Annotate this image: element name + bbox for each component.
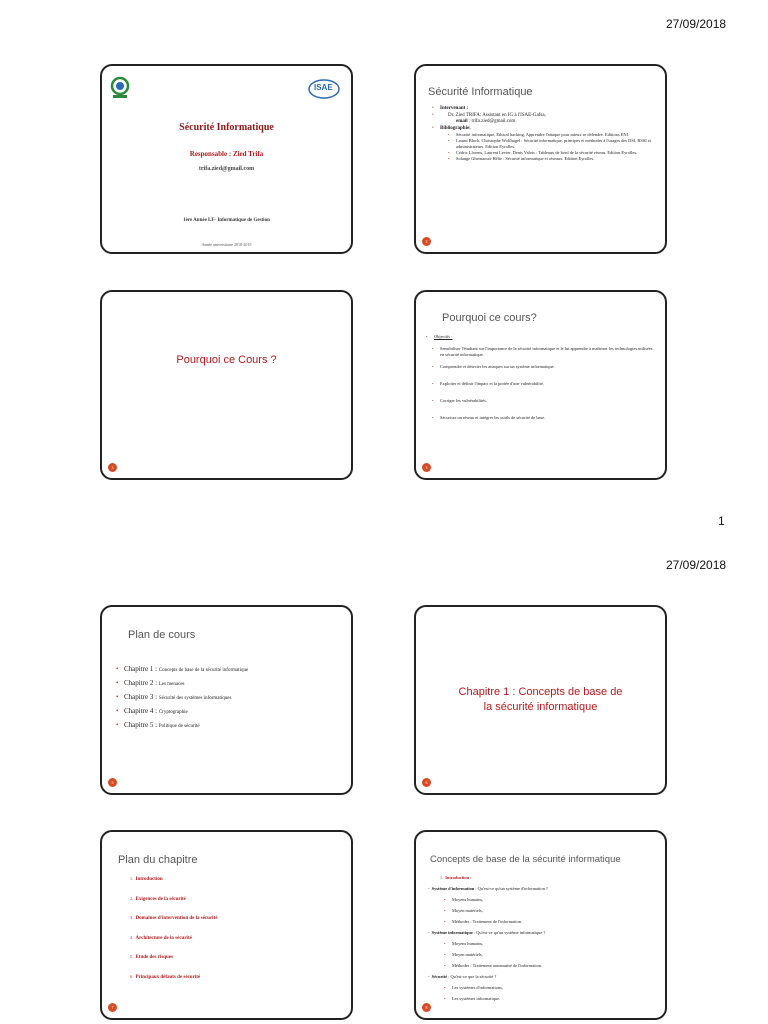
responsable: Responsable : Zied Trifa xyxy=(189,150,264,158)
slide-number-badge: 7 xyxy=(108,1003,117,1012)
slide-number-badge: 3 xyxy=(108,463,117,472)
slide-number-badge: 2 xyxy=(422,237,431,246)
biblio-item: • Solange Ghernaouti-Hélie : Sécurité informatique et réseaux. Edition Eyrolles. xyxy=(448,156,657,162)
email-text: : trifa.zied@gmail.com xyxy=(468,119,516,125)
slide-title: Chapitre 1 : Concepts de base de la sécurité informatique xyxy=(458,686,623,713)
objectifs-label: • Objectifs : xyxy=(426,334,653,340)
slide-4 xyxy=(414,290,667,480)
chapter-item: • Chapitre 2 : Les menaces xyxy=(116,677,347,691)
chapter-item: • Chapitre 3 : Sécurité des systèmes informatiques xyxy=(116,691,347,705)
objective-item: • Corriger les vulnérabilités. xyxy=(432,398,653,404)
intervenant-label: Intervenant : xyxy=(440,106,469,111)
slide-title: Pourquoi ce Cours ? xyxy=(176,354,277,366)
email: trifa.zied@gmail.com xyxy=(198,166,255,172)
plan-item: 1. Introduction xyxy=(130,876,163,882)
slide-content: 1. Introduction : - Système d'information : Qu'est-ce qu'un système d'information ? • Moyens humains, • Moyen matériels, • Méthodes : Traitement de l'information. - Système informatique : Qu'est-ce qu'un système informatique ? • Moyens humains, • Moyen matériels, • Méthodes : Traitement automatisé de l'information. - Sécurité : Qu'est-ce que la sécurité ? • Les systèmes d'informations, • Les systèmes informatique. xyxy=(428,872,657,1004)
academic-year: Année universitaire 2018-2019 xyxy=(201,242,252,247)
email-label: email xyxy=(456,119,468,125)
biblio-item: • Cédric Llorens, Laurent Levier, Denis Valois : Tableaux de bord de la sécurité réseau. Edition Eyrolles. xyxy=(448,150,657,156)
plan-item: 4. Architecture de la sécurité xyxy=(130,934,192,941)
list-item: • Moyen matériels, xyxy=(444,949,657,960)
slide-title: Pourquoi ce cours? xyxy=(442,312,537,324)
chapter-item: • Chapitre 4 : Cryptographie xyxy=(116,705,347,719)
page-date: 27/09/2018 xyxy=(666,558,727,572)
slide-number-badge: 6 xyxy=(422,778,431,787)
chapter-item: • Chapitre 5 : Politique de sécurité xyxy=(116,719,347,733)
plan-item: 6. Principaux défauts de sécurité xyxy=(130,973,201,980)
biblio-item: • Laurnt Bloch, Christophe Wolfhugel : Sécurité informatique, principes et méthodes à l'usages des DSI, RSSI et administrateurs. Edition Eyrolles. xyxy=(448,138,657,150)
slide-5 xyxy=(100,605,353,795)
plan-item: 3. Domaines d'intervention de la sécurité xyxy=(130,915,218,921)
slide-title: Concepts de base de la sécurité informatique xyxy=(430,854,621,865)
year-label: 1ère Année LF- Informatique de Gestion xyxy=(183,218,270,223)
slide-number-badge: 5 xyxy=(108,778,117,787)
isae-logo: ISAE xyxy=(307,78,341,100)
objective-item: • Exploiter et définir l'impact et la portée d'une vulnérabilité. xyxy=(432,381,653,387)
objective-item: • Comprendre et détecter les attaques sur un système informatique. xyxy=(432,364,653,370)
objective-item: • Sensibiliser l'étudiant sur l'importance de la sécurité informatique et le lui apprendre à maîtriser les technologies utilisées en sécurité informatique. xyxy=(432,346,653,358)
slide-1 xyxy=(100,64,353,254)
page-number: 1 xyxy=(718,514,725,528)
intro-label: Introduction : xyxy=(445,875,472,880)
list-item: • Méthodes : Traitement automatisé de l'information. xyxy=(444,960,657,971)
list-item: • Moyens humains, xyxy=(444,894,657,905)
chapter-item: • Chapitre 1 : Concepts de base de la sécurité informatique xyxy=(116,663,347,677)
slide-number-badge: 8 xyxy=(422,1003,431,1012)
slide-8 xyxy=(414,830,667,1020)
plan-item: 2. Exigences de la sécurité xyxy=(130,895,186,902)
slide-title: Sécurité Informatique xyxy=(428,86,533,98)
list-item: • Les systèmes informatique. xyxy=(444,993,657,1004)
page-date: 27/09/2018 xyxy=(666,17,727,31)
chapter-list xyxy=(116,663,347,733)
slide-content xyxy=(432,106,657,161)
list-item: • Moyens humains, xyxy=(444,938,657,949)
slide-title: Plan du chapitre xyxy=(118,854,198,866)
slide-title: Sécurité Informatique xyxy=(179,122,274,133)
intervenant-text: Dr. Zied TRIFA: Assistant en IG à l'ISAE-Gafsa, xyxy=(448,112,546,118)
chapter-plan xyxy=(130,876,343,993)
list-item: • Moyen matériels, xyxy=(444,905,657,916)
slide-number-badge: 4 xyxy=(422,463,431,472)
slide-title: Plan de cours xyxy=(128,629,196,641)
list-item: • Les systèmes d'informations, xyxy=(444,982,657,993)
plan-item: 5. Etude des risques xyxy=(130,954,174,960)
list-item: • Méthodes : Traitement de l'information. xyxy=(444,916,657,927)
slide-2 xyxy=(414,64,667,254)
biblio-label: Bibliographie: xyxy=(440,125,471,131)
objective-item: • Sécuriser un réseau et intégrer les outils de sécurité de base. xyxy=(432,415,653,421)
slide-3 xyxy=(100,290,353,480)
slide-7 xyxy=(100,830,353,1020)
biblio-item: • Sécurité informatique, Ethical hacking, Apprendre l'attaque pour mieux se défendre. Editions ENI. xyxy=(448,132,657,138)
university-logo xyxy=(110,76,130,100)
slide-content xyxy=(426,334,653,421)
slide-6 xyxy=(414,605,667,795)
